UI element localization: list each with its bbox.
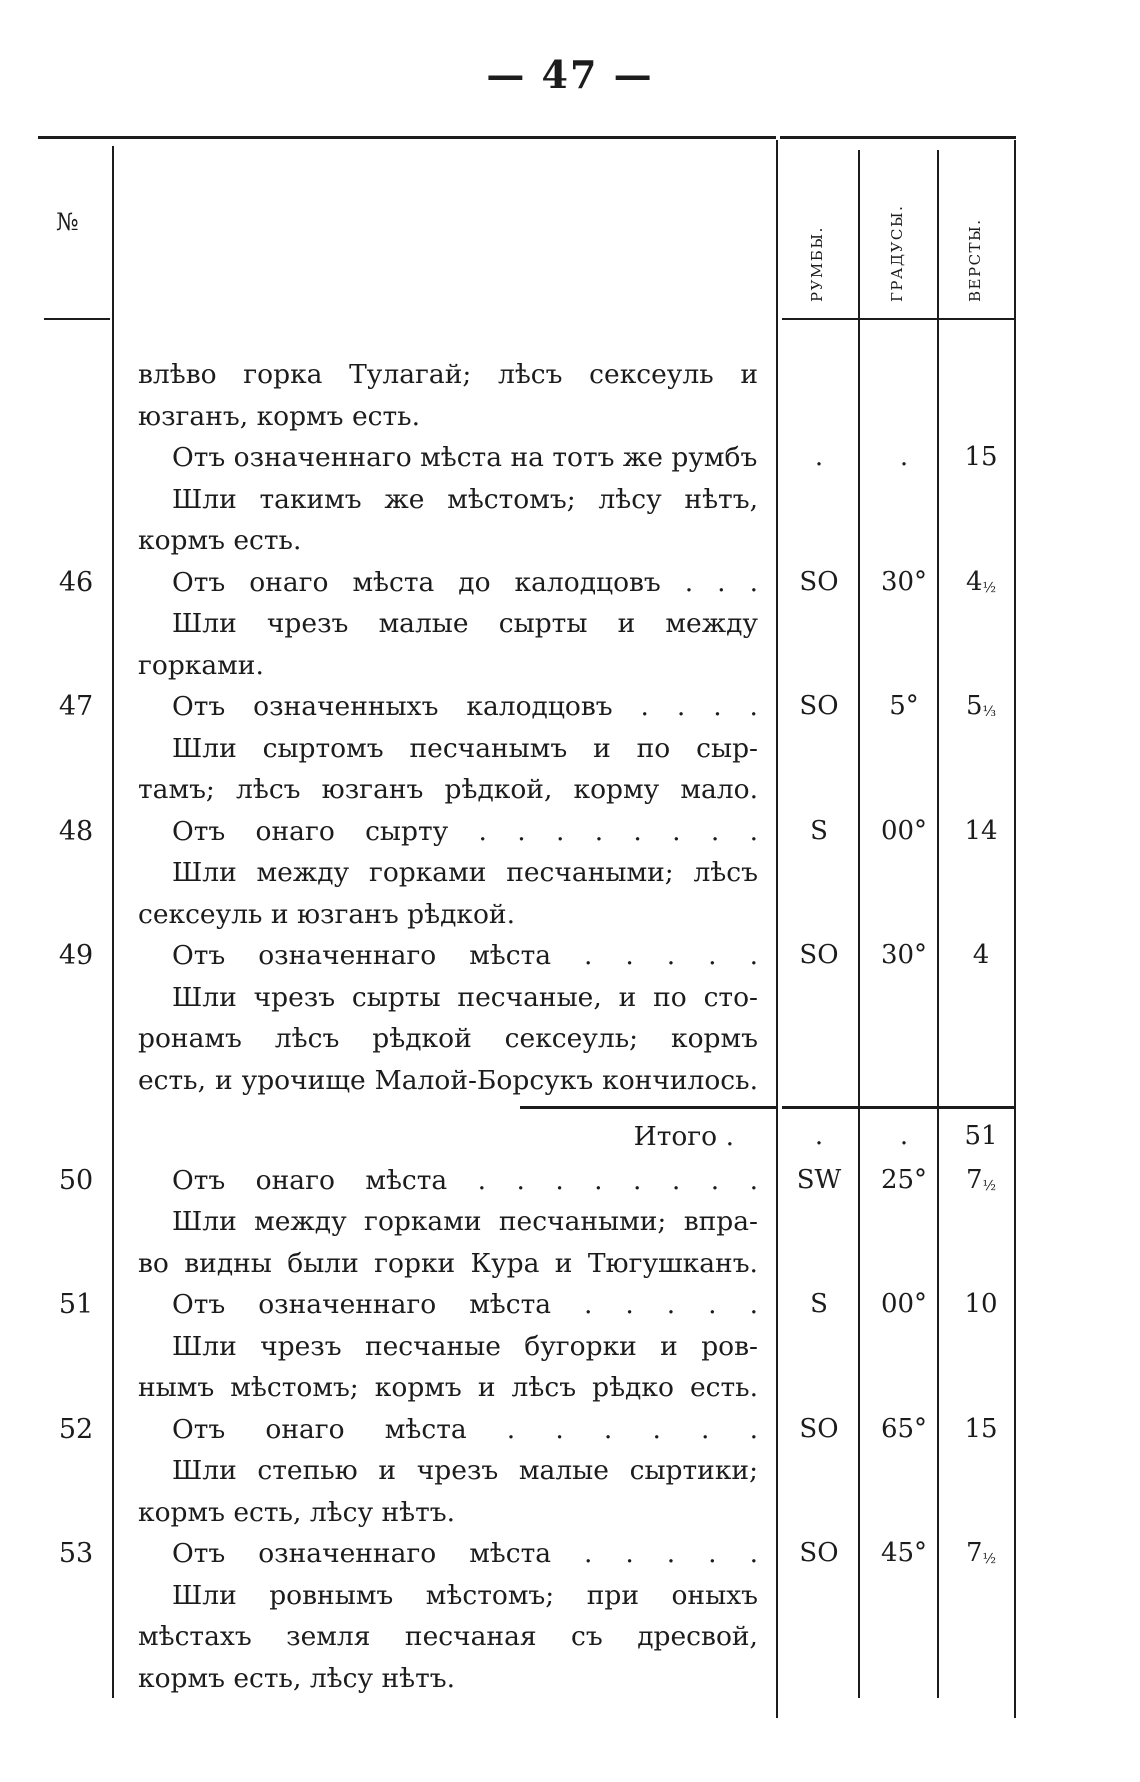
vers-cell: 10 — [964, 1289, 998, 1319]
text-line: Отъ онаго мѣста до калодцовъ . . . — [172, 567, 758, 598]
text-line: Шли чрезъ сырты песчаные, и по сто- — [172, 982, 758, 1013]
text-line: Шли ровнымъ мѣстомъ; при оныхъ — [172, 1580, 758, 1611]
text-line: Шли степью и чрезъ малые сыртики; — [172, 1455, 758, 1486]
vers-cell: 15 — [964, 1414, 998, 1444]
text-line: Шли такимъ же мѣстомъ; лѣсу нѣтъ, — [172, 484, 758, 515]
total-vers: 51 — [964, 1121, 998, 1151]
text-line: во видны были горки Кура и Тюгушканъ. — [138, 1248, 758, 1279]
total-label: Итого . — [633, 1121, 734, 1152]
text-line: есть, и урочище Малой-Борсукъ кончилось. — [138, 1065, 758, 1096]
rumb-cell: S — [810, 1289, 828, 1319]
text-line: Шли чрезъ песчаные бугорки и ров- — [172, 1331, 758, 1362]
text-line: сексеуль и юзганъ рѣдкой. — [138, 899, 515, 930]
entry-number: 47 — [58, 691, 94, 722]
vers-cell — [944, 1533, 1018, 1581]
entry-number: 50 — [58, 1165, 94, 1196]
header-number-label: № — [56, 208, 79, 236]
vers-value: 7 — [965, 1538, 983, 1568]
vers-fraction: ⅓ — [982, 704, 997, 720]
text-line: влѣво горка Тулагай; лѣсъ сексеуль и — [138, 359, 758, 390]
vers-cell: 15 — [964, 442, 998, 472]
page-number: — 47 — — [486, 52, 654, 97]
rumb-cell: SO — [799, 1538, 839, 1568]
text-line: Шли чрезъ малые сырты и между — [172, 608, 758, 639]
vers-value: 5 — [965, 691, 983, 721]
rumb-cell: . — [814, 442, 824, 472]
text-line: Отъ означенныхъ калодцовъ . . . . — [172, 691, 758, 722]
table-top-rule-left — [38, 136, 776, 139]
vers-cell: 14 — [964, 816, 998, 846]
text-line: ронамъ лѣсъ рѣдкой сексеуль; кормъ — [138, 1023, 758, 1054]
rumb-cell: SO — [799, 1414, 839, 1444]
entry-number: 51 — [58, 1289, 94, 1320]
entry-number: 49 — [58, 940, 94, 971]
text-line: Отъ означеннаго мѣста . . . . . — [172, 1538, 758, 1569]
text-column-border — [776, 140, 778, 1718]
header-rule-number — [44, 318, 110, 320]
vers-fraction: ½ — [982, 580, 997, 596]
text-line: Отъ означеннаго мѣста . . . . . — [172, 940, 758, 971]
vers-value: 7 — [965, 1165, 983, 1195]
table-top-rule-right — [780, 136, 1016, 139]
text-line: юзганъ, кормъ есть. — [138, 401, 420, 432]
text-line: Отъ означеннаго мѣста на тотъ же румбъ — [172, 442, 758, 473]
text-line: тамъ; лѣсъ юзганъ рѣдкой, корму мало. — [138, 774, 758, 805]
entry-number: 52 — [58, 1414, 94, 1445]
grad-cell: 25° — [880, 1165, 928, 1195]
vers-value: 4 — [965, 567, 983, 597]
grad-cell: 30° — [880, 940, 928, 970]
rumb-column-border — [858, 150, 860, 1698]
total-rule-text — [520, 1106, 776, 1109]
total-grad: . — [899, 1121, 909, 1151]
grad-cell: . — [899, 442, 909, 472]
header-rule-values — [782, 318, 1014, 320]
right-table-border — [1014, 140, 1016, 1718]
grad-cell: 30° — [880, 567, 928, 597]
text-line: Отъ означеннаго мѣста . . . . . — [172, 1289, 758, 1320]
vers-cell — [944, 1160, 1018, 1208]
rumb-cell: SO — [799, 940, 839, 970]
grad-cell: 5° — [889, 691, 919, 721]
entry-number: 48 — [58, 816, 94, 847]
vers-cell: 4 — [972, 940, 990, 970]
rumb-cell: SO — [799, 691, 839, 721]
text-line: Шли между горками песчаными; лѣсъ — [172, 857, 758, 888]
text-line: кормъ есть, лѣсу нѣтъ. — [138, 1497, 456, 1528]
text-line: мѣстахъ земля песчаная съ дресвой, — [138, 1621, 758, 1652]
grad-cell: 00° — [880, 816, 928, 846]
text-line: Отъ онаго сырту . . . . . . . . — [172, 816, 758, 847]
text-line: нымъ мѣстомъ; кормъ и лѣсъ рѣдко есть. — [138, 1372, 758, 1403]
text-line: Шли сыртомъ песчанымъ и по сыр- — [172, 733, 758, 764]
header-rumby: РУМБЫ. — [808, 226, 826, 302]
number-column-border — [112, 146, 114, 1698]
header-versty: ВЕРСТЫ. — [966, 218, 984, 302]
vers-fraction: ½ — [982, 1551, 997, 1567]
total-rule-values — [782, 1106, 1014, 1109]
total-rumb: . — [814, 1121, 824, 1151]
text-line: Отъ онаго мѣста . . . . . . — [172, 1414, 758, 1445]
entry-number: 53 — [58, 1538, 94, 1569]
grad-cell: 00° — [880, 1289, 928, 1319]
vers-cell — [944, 686, 1018, 734]
header-gradusy: ГРАДУСЫ. — [888, 204, 906, 302]
text-line: горками. — [138, 650, 264, 681]
entry-number: 46 — [58, 567, 94, 598]
text-line: кормъ есть, лѣсу нѣтъ. — [138, 1663, 456, 1694]
vers-fraction: ½ — [982, 1178, 997, 1194]
rumb-cell: S — [810, 816, 828, 846]
grad-column-border — [937, 150, 939, 1698]
text-line: Шли между горками песчаными; впра- — [172, 1206, 758, 1237]
text-line: Отъ онаго мѣста . . . . . . . . — [172, 1165, 758, 1196]
vers-cell — [944, 562, 1018, 610]
grad-cell: 45° — [880, 1538, 928, 1568]
text-line: кормъ есть. — [138, 525, 302, 556]
grad-cell: 65° — [880, 1414, 928, 1444]
rumb-cell: SO — [799, 567, 839, 597]
rumb-cell: SW — [796, 1165, 842, 1195]
